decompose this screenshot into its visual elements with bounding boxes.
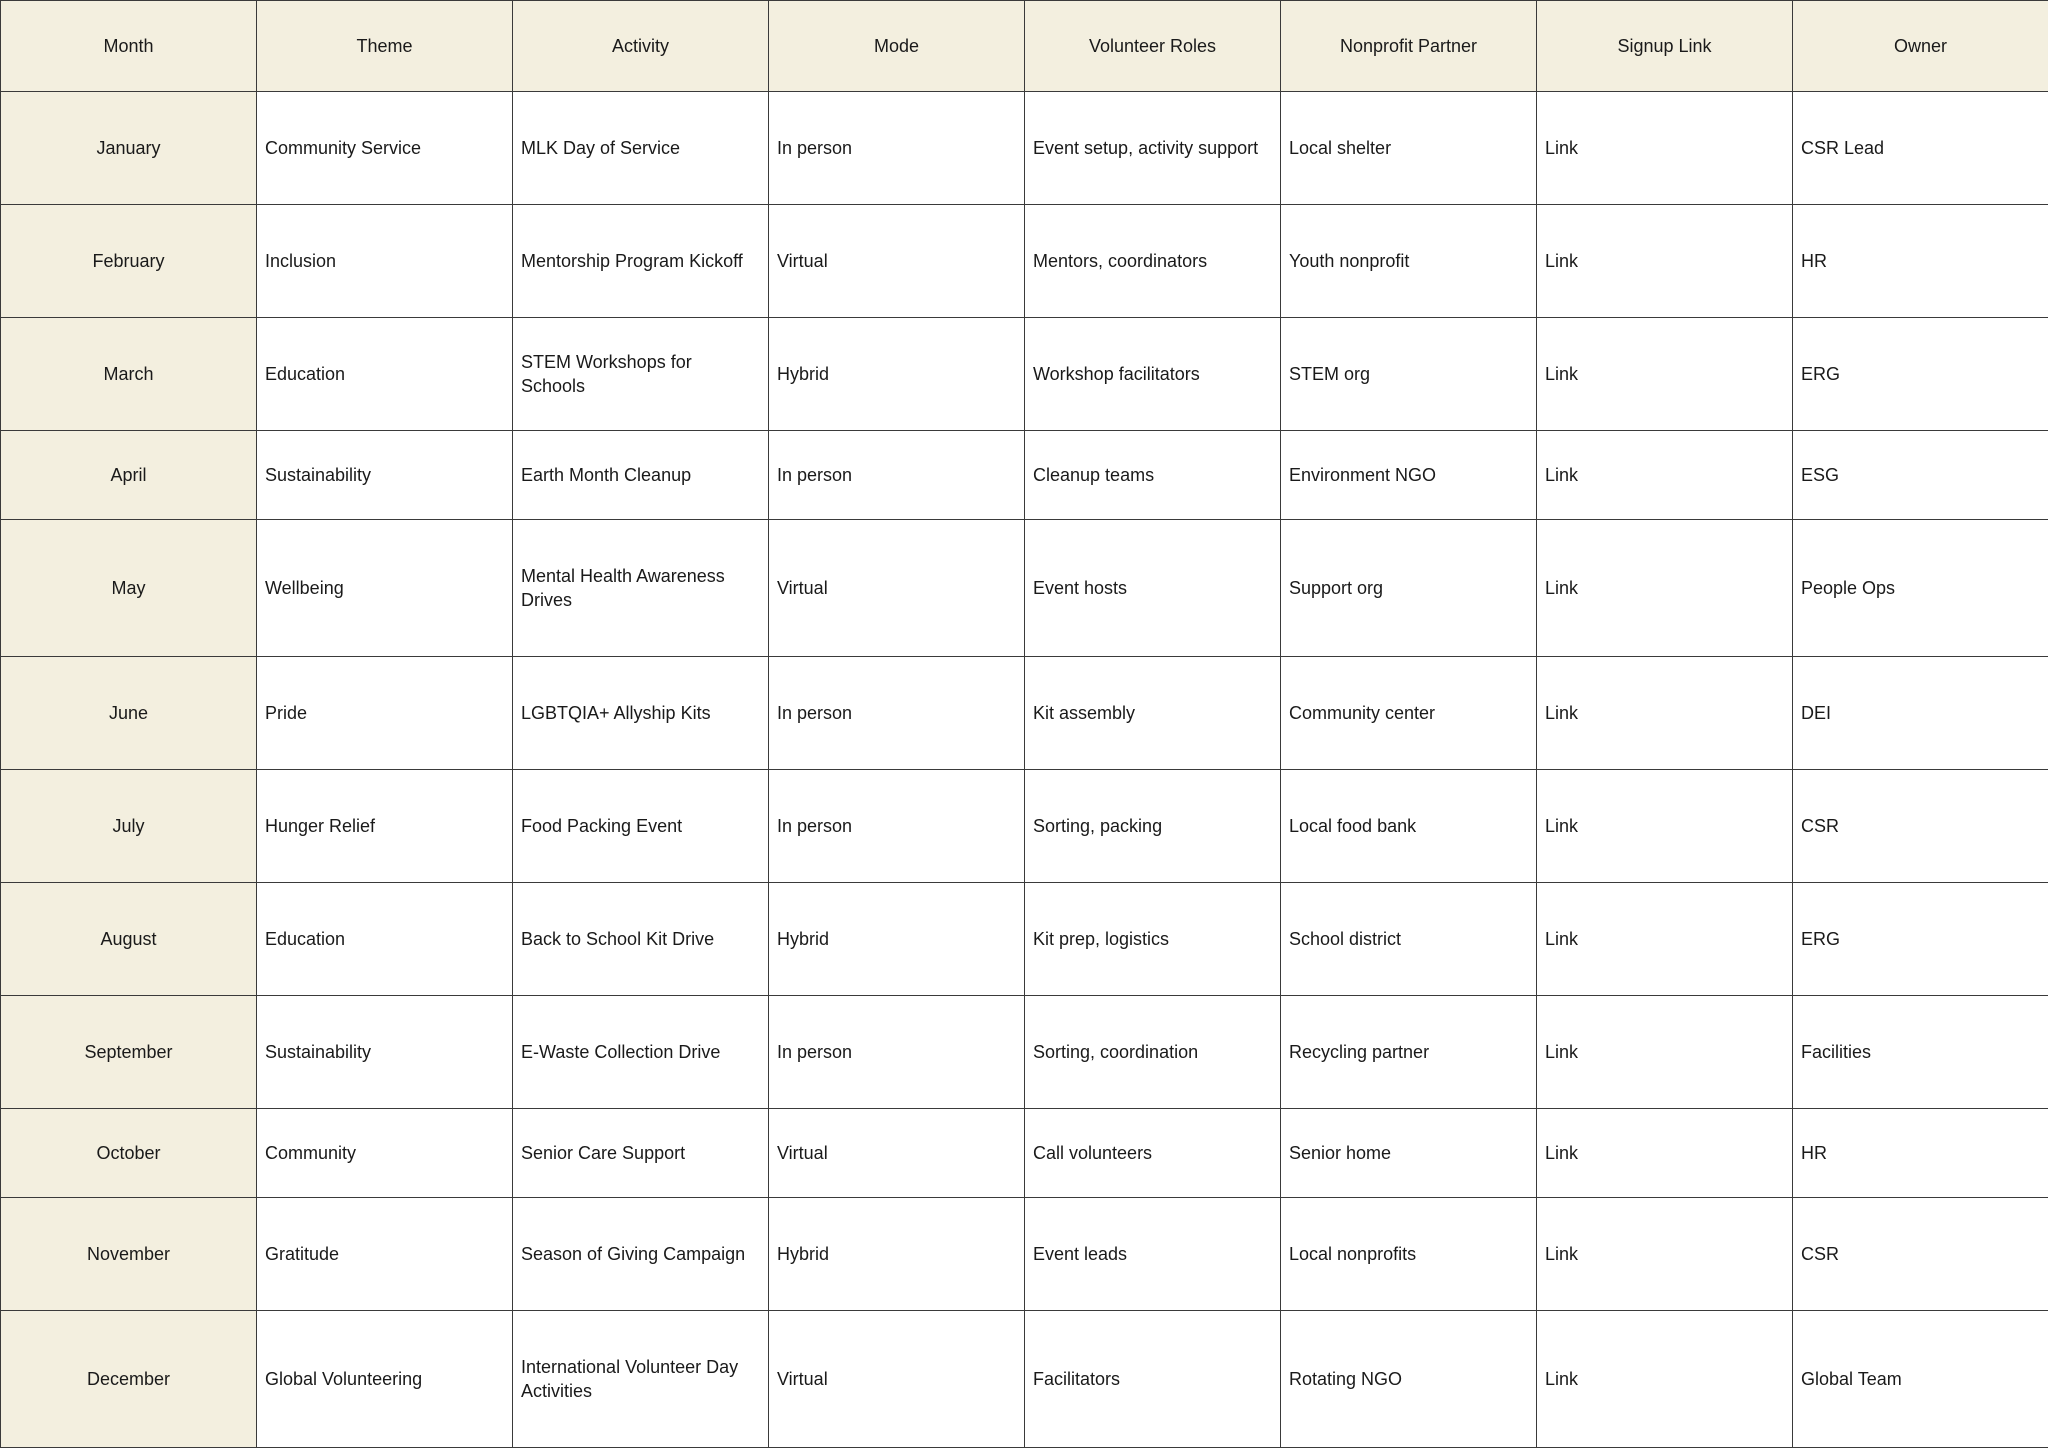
month-cell: December — [1, 1311, 257, 1448]
activity-cell: Senior Care Support — [513, 1109, 769, 1198]
mode-cell: In person — [769, 770, 1025, 883]
owner-cell: CSR — [1793, 1198, 2048, 1311]
nonprofit-partner-cell: STEM org — [1281, 318, 1537, 431]
nonprofit-partner-cell: Local food bank — [1281, 770, 1537, 883]
column-header-signup-link: Signup Link — [1537, 1, 1793, 92]
signup-link[interactable]: Link — [1537, 1311, 1793, 1448]
table-row — [1, 770, 2048, 883]
mode-cell: Virtual — [769, 1109, 1025, 1198]
owner-cell: Facilities — [1793, 996, 2048, 1109]
nonprofit-partner-cell: Recycling partner — [1281, 996, 1537, 1109]
nonprofit-partner-cell: Community center — [1281, 657, 1537, 770]
activity-cell: Mentorship Program Kickoff — [513, 205, 769, 318]
mode-cell: Virtual — [769, 205, 1025, 318]
owner-cell: People Ops — [1793, 520, 2048, 657]
month-cell: May — [1, 520, 257, 657]
month-cell: June — [1, 657, 257, 770]
table-row — [1, 205, 2048, 318]
theme-cell: Community Service — [257, 92, 513, 205]
table-row — [1, 1109, 2048, 1198]
nonprofit-partner-cell: Senior home — [1281, 1109, 1537, 1198]
column-header-activity: Activity — [513, 1, 769, 92]
mode-cell: Hybrid — [769, 318, 1025, 431]
month-cell: July — [1, 770, 257, 883]
column-header-volunteer-roles: Volunteer Roles — [1025, 1, 1281, 92]
mode-cell: Hybrid — [769, 883, 1025, 996]
table-row — [1, 996, 2048, 1109]
mode-cell: Virtual — [769, 1311, 1025, 1448]
activity-cell: LGBTQIA+ Allyship Kits — [513, 657, 769, 770]
column-header-owner: Owner — [1793, 1, 2048, 92]
month-cell: August — [1, 883, 257, 996]
activity-cell: Season of Giving Campaign — [513, 1198, 769, 1311]
nonprofit-partner-cell: School district — [1281, 883, 1537, 996]
nonprofit-partner-cell: Youth nonprofit — [1281, 205, 1537, 318]
volunteer-roles-cell: Event setup, activity support — [1025, 92, 1281, 205]
activity-cell: E-Waste Collection Drive — [513, 996, 769, 1109]
theme-cell: Education — [257, 318, 513, 431]
activity-cell: International Volunteer Day Activities — [513, 1311, 769, 1448]
theme-cell: Inclusion — [257, 205, 513, 318]
owner-cell: Global Team — [1793, 1311, 2048, 1448]
month-cell: November — [1, 1198, 257, 1311]
theme-cell: Education — [257, 883, 513, 996]
column-header-mode: Mode — [769, 1, 1025, 92]
owner-cell: CSR Lead — [1793, 92, 2048, 205]
theme-cell: Wellbeing — [257, 520, 513, 657]
volunteer-roles-cell: Cleanup teams — [1025, 431, 1281, 520]
mode-cell: In person — [769, 92, 1025, 205]
nonprofit-partner-cell: Rotating NGO — [1281, 1311, 1537, 1448]
theme-cell: Sustainability — [257, 431, 513, 520]
table-row — [1, 318, 2048, 431]
volunteer-roles-cell: Workshop facilitators — [1025, 318, 1281, 431]
table-row — [1, 520, 2048, 657]
activity-cell: STEM Workshops for Schools — [513, 318, 769, 431]
table-row — [1, 883, 2048, 996]
signup-link[interactable]: Link — [1537, 205, 1793, 318]
activity-cell: Food Packing Event — [513, 770, 769, 883]
column-header-month: Month — [1, 1, 257, 92]
volunteer-roles-cell: Sorting, packing — [1025, 770, 1281, 883]
table-row — [1, 92, 2048, 205]
month-cell: January — [1, 92, 257, 205]
theme-cell: Sustainability — [257, 996, 513, 1109]
signup-link[interactable]: Link — [1537, 431, 1793, 520]
signup-link[interactable]: Link — [1537, 92, 1793, 205]
header-row — [1, 1, 2048, 92]
owner-cell: ERG — [1793, 883, 2048, 996]
column-header-theme: Theme — [257, 1, 513, 92]
signup-link[interactable]: Link — [1537, 657, 1793, 770]
month-cell: April — [1, 431, 257, 520]
activity-cell: MLK Day of Service — [513, 92, 769, 205]
column-header-nonprofit-partner: Nonprofit Partner — [1281, 1, 1537, 92]
month-cell: March — [1, 318, 257, 431]
volunteer-roles-cell: Mentors, coordinators — [1025, 205, 1281, 318]
table-row — [1, 1198, 2048, 1311]
nonprofit-partner-cell: Environment NGO — [1281, 431, 1537, 520]
signup-link[interactable]: Link — [1537, 318, 1793, 431]
signup-link[interactable]: Link — [1537, 1109, 1793, 1198]
mode-cell: In person — [769, 657, 1025, 770]
owner-cell: ERG — [1793, 318, 2048, 431]
nonprofit-partner-cell: Local nonprofits — [1281, 1198, 1537, 1311]
volunteer-roles-cell: Kit assembly — [1025, 657, 1281, 770]
signup-link[interactable]: Link — [1537, 520, 1793, 657]
owner-cell: DEI — [1793, 657, 2048, 770]
month-cell: September — [1, 996, 257, 1109]
month-cell: October — [1, 1109, 257, 1198]
owner-cell: CSR — [1793, 770, 2048, 883]
theme-cell: Gratitude — [257, 1198, 513, 1311]
month-cell: February — [1, 205, 257, 318]
owner-cell: ESG — [1793, 431, 2048, 520]
table-row — [1, 431, 2048, 520]
owner-cell: HR — [1793, 1109, 2048, 1198]
signup-link[interactable]: Link — [1537, 996, 1793, 1109]
mode-cell: Hybrid — [769, 1198, 1025, 1311]
table-row — [1, 657, 2048, 770]
mode-cell: In person — [769, 431, 1025, 520]
signup-link[interactable]: Link — [1537, 883, 1793, 996]
activity-cell: Earth Month Cleanup — [513, 431, 769, 520]
volunteer-roles-cell: Event leads — [1025, 1198, 1281, 1311]
volunteer-roles-cell: Facilitators — [1025, 1311, 1281, 1448]
volunteer-roles-cell: Sorting, coordination — [1025, 996, 1281, 1109]
theme-cell: Hunger Relief — [257, 770, 513, 883]
volunteer-roles-cell: Event hosts — [1025, 520, 1281, 657]
nonprofit-partner-cell: Local shelter — [1281, 92, 1537, 205]
theme-cell: Pride — [257, 657, 513, 770]
theme-cell: Global Volunteering — [257, 1311, 513, 1448]
mode-cell: Virtual — [769, 520, 1025, 657]
signup-link[interactable]: Link — [1537, 1198, 1793, 1311]
table-row — [1, 1311, 2048, 1448]
theme-cell: Community — [257, 1109, 513, 1198]
signup-link[interactable]: Link — [1537, 770, 1793, 883]
activity-cell: Mental Health Awareness Drives — [513, 520, 769, 657]
nonprofit-partner-cell: Support org — [1281, 520, 1537, 657]
volunteer-roles-cell: Kit prep, logistics — [1025, 883, 1281, 996]
owner-cell: HR — [1793, 205, 2048, 318]
volunteer-roles-cell: Call volunteers — [1025, 1109, 1281, 1198]
activity-cell: Back to School Kit Drive — [513, 883, 769, 996]
mode-cell: In person — [769, 996, 1025, 1109]
